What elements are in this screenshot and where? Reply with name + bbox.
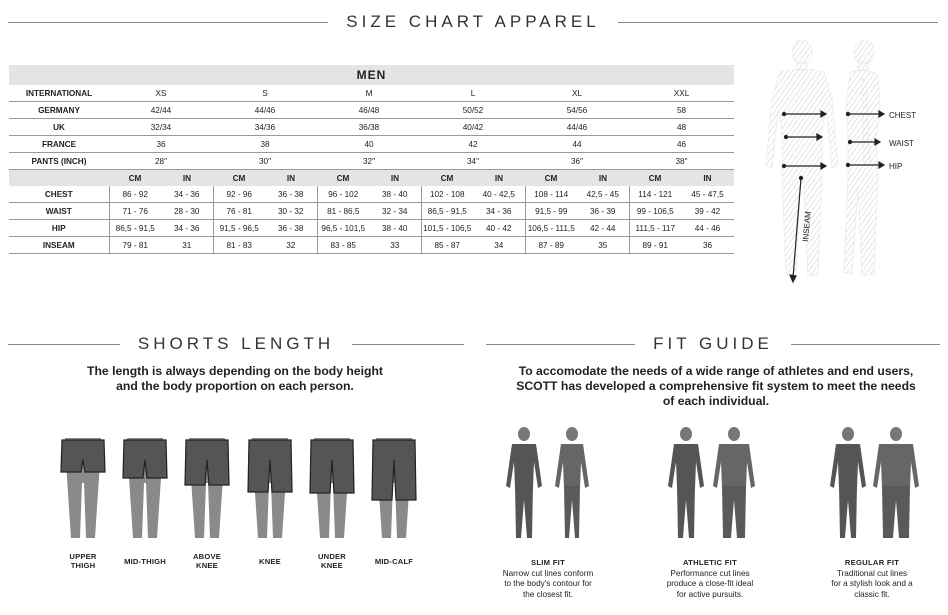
row-label: HIP xyxy=(9,220,109,237)
measure-cell: 34 - 36 xyxy=(161,220,213,237)
measure-cell: 34 - 36 xyxy=(473,203,525,220)
fit-figures-icon xyxy=(488,426,608,546)
measure-cell: 71 - 76 xyxy=(109,203,161,220)
fit-title: REGULAR FIT xyxy=(844,558,900,567)
size-cell: 30" xyxy=(213,153,317,170)
measure-cell: 36 - 39 xyxy=(577,203,629,220)
measure-cell: 86,5 - 91,5 xyxy=(421,203,473,220)
size-cell: 34/36 xyxy=(213,119,317,136)
row-label: FRANCE xyxy=(9,136,109,153)
size-cell: 40/42 xyxy=(421,119,525,136)
size-cell: 50/52 xyxy=(421,102,525,119)
measure-row xyxy=(9,237,734,254)
shorts-legs-icon xyxy=(364,438,424,538)
row-label: INTERNATIONAL xyxy=(9,85,109,102)
shorts-figure xyxy=(53,438,113,543)
title-rule-right xyxy=(352,344,464,345)
unit-label: CM xyxy=(213,170,265,187)
fit-desc-line: produce a close-fit ideal xyxy=(666,579,754,588)
row-label: GERMANY xyxy=(9,102,109,119)
size-cell: M xyxy=(317,85,421,102)
size-cell: 32/34 xyxy=(109,119,213,136)
fit-intro xyxy=(488,364,944,409)
fit-caption xyxy=(483,558,613,600)
measure-cell: 40 - 42 xyxy=(473,220,525,237)
measure-cell: 86,5 - 91,5 xyxy=(109,220,161,237)
measure-row xyxy=(9,203,734,220)
measure-cell: 91,5 - 99 xyxy=(525,203,577,220)
body-measurement-figure xyxy=(752,38,948,284)
fit-desc-line: Traditional cut lines xyxy=(836,568,908,578)
shorts-legs-icon xyxy=(302,438,362,538)
shorts-title: SHORTS LENGTH xyxy=(137,334,335,353)
shorts-title-row xyxy=(8,334,464,354)
size-cell: 44/46 xyxy=(213,102,317,119)
shorts-figure xyxy=(302,438,362,543)
measure-row xyxy=(9,220,734,237)
hip-label: HIP xyxy=(889,162,903,171)
size-cell: S xyxy=(213,85,317,102)
shorts-intro xyxy=(60,364,410,394)
fit-title-row xyxy=(486,334,940,354)
unit-label: CM xyxy=(525,170,577,187)
size-cell: 32" xyxy=(317,153,421,170)
fit-intro-line: To accomodate the needs of a wide range of athletes and end users, xyxy=(518,364,914,378)
size-cell: 40 xyxy=(317,136,421,153)
measure-cell: 33 xyxy=(369,237,421,254)
fit-title: FIT GUIDE xyxy=(653,334,773,353)
fit-desc-line: for active pursuits. xyxy=(676,589,744,599)
fit-figures-icon xyxy=(812,426,932,546)
measure-cell: 85 - 87 xyxy=(421,237,473,254)
measure-cell: 32 xyxy=(265,237,317,254)
measure-row xyxy=(9,186,734,203)
fit-intro-line: SCOTT has developed a comprehensive fit system to meet the needs xyxy=(516,379,916,393)
shorts-length-label: MID-THIGH xyxy=(124,557,166,566)
shorts-legs-icon xyxy=(115,438,175,538)
unit-label: IN xyxy=(369,170,421,187)
measure-cell: 44 - 46 xyxy=(681,220,734,237)
measure-cell: 42,5 - 45 xyxy=(577,186,629,203)
size-cell: XL xyxy=(525,85,629,102)
shorts-figure xyxy=(240,438,300,543)
title-rule-right xyxy=(791,344,940,345)
row-label: PANTS (INCH) xyxy=(9,153,109,170)
measure-cell: 38 - 40 xyxy=(369,186,421,203)
size-row xyxy=(9,136,734,153)
measure-cell: 31 xyxy=(161,237,213,254)
shorts-length-label: KNEE xyxy=(259,557,281,566)
measure-cell: 40 - 42,5 xyxy=(473,186,525,203)
size-cell: 36 xyxy=(109,136,213,153)
size-table xyxy=(9,65,734,254)
shorts-legs-icon xyxy=(53,438,113,538)
measure-cell: 102 - 108 xyxy=(421,186,473,203)
shorts-intro-line: The length is always depending on the body height xyxy=(87,364,383,378)
title-rule-right xyxy=(618,22,938,23)
shorts-intro-line: and the body proportion on each person. xyxy=(116,379,354,393)
row-label: UK xyxy=(9,119,109,136)
shorts-figure xyxy=(177,438,237,543)
measure-cell: 91,5 - 96,5 xyxy=(213,220,265,237)
size-cell: 38" xyxy=(629,153,734,170)
title-rule-left xyxy=(8,22,328,23)
size-cell: 34" xyxy=(421,153,525,170)
size-row xyxy=(9,119,734,136)
size-cell: 44 xyxy=(525,136,629,153)
unit-spacer xyxy=(9,170,109,187)
men-heading: MEN xyxy=(9,65,734,85)
size-cell: 46 xyxy=(629,136,734,153)
shorts-legs-icon xyxy=(240,438,300,538)
unit-label: CM xyxy=(109,170,161,187)
side-silhouette xyxy=(844,40,880,276)
size-chart-title: SIZE CHART APPAREL xyxy=(346,12,600,31)
size-cell: 36" xyxy=(525,153,629,170)
size-cell: 54/56 xyxy=(525,102,629,119)
unit-label: CM xyxy=(421,170,473,187)
shorts-length-label: ABOVE KNEE xyxy=(192,552,221,570)
fit-figures xyxy=(812,426,932,551)
unit-label: CM xyxy=(317,170,369,187)
unit-label: IN xyxy=(681,170,734,187)
measure-cell: 36 - 38 xyxy=(265,220,317,237)
shorts-figure xyxy=(115,438,175,543)
measure-cell: 38 - 40 xyxy=(369,220,421,237)
measure-cell: 36 - 38 xyxy=(265,186,317,203)
measure-cell: 89 - 91 xyxy=(629,237,681,254)
fit-caption xyxy=(807,558,937,600)
row-label: INSEAM xyxy=(9,237,109,254)
size-cell: 58 xyxy=(629,102,734,119)
size-row xyxy=(9,85,734,102)
fit-figures xyxy=(650,426,770,551)
measure-cell: 30 - 32 xyxy=(265,203,317,220)
shorts-figure xyxy=(364,438,424,543)
measure-cell: 92 - 96 xyxy=(213,186,265,203)
size-cell: 38 xyxy=(213,136,317,153)
fit-title: ATHLETIC FIT xyxy=(682,558,738,567)
measure-cell: 86 - 92 xyxy=(109,186,161,203)
measure-cell: 108 - 114 xyxy=(525,186,577,203)
fit-desc-line: Narrow cut lines conform xyxy=(502,568,594,578)
fit-desc-line: for a stylish look and a xyxy=(831,579,913,588)
measure-cell: 81 - 83 xyxy=(213,237,265,254)
fit-desc-line: the closest fit. xyxy=(522,589,574,599)
title-rule-left xyxy=(486,344,635,345)
fit-desc-line: classic fit. xyxy=(854,589,890,599)
size-cell: L xyxy=(421,85,525,102)
size-cell: 28" xyxy=(109,153,213,170)
unit-label: IN xyxy=(161,170,213,187)
measure-cell: 76 - 81 xyxy=(213,203,265,220)
measure-cell: 45 - 47,5 xyxy=(681,186,734,203)
size-cell: 42/44 xyxy=(109,102,213,119)
fit-title: SLIM FIT xyxy=(530,558,566,567)
measure-cell: 106,5 - 111,5 xyxy=(525,220,577,237)
shorts-length-label: MID-CALF xyxy=(374,557,414,566)
measure-cell: 114 - 121 xyxy=(629,186,681,203)
measure-cell: 35 xyxy=(577,237,629,254)
measure-cell: 81 - 86,5 xyxy=(317,203,369,220)
measure-cell: 34 - 36 xyxy=(161,186,213,203)
measure-cell: 36 xyxy=(681,237,734,254)
size-row xyxy=(9,153,734,170)
measure-cell: 83 - 85 xyxy=(317,237,369,254)
size-cell: 46/48 xyxy=(317,102,421,119)
shorts-length-label: UPPER THIGH xyxy=(69,552,97,570)
measure-cell: 42 - 44 xyxy=(577,220,629,237)
size-cell: 48 xyxy=(629,119,734,136)
measure-cell: 111,5 - 117 xyxy=(629,220,681,237)
chest-label: CHEST xyxy=(889,111,917,120)
unit-label: IN xyxy=(473,170,525,187)
size-row xyxy=(9,102,734,119)
body-silhouettes xyxy=(752,38,948,284)
size-cell: 42 xyxy=(421,136,525,153)
measure-cell: 99 - 106,5 xyxy=(629,203,681,220)
measure-cell: 79 - 81 xyxy=(109,237,161,254)
measure-cell: 87 - 89 xyxy=(525,237,577,254)
fit-figures-icon xyxy=(650,426,770,546)
measure-cell: 96 - 102 xyxy=(317,186,369,203)
measure-cell: 101,5 - 106,5 xyxy=(421,220,473,237)
measure-cell: 34 xyxy=(473,237,525,254)
size-cell: XS xyxy=(109,85,213,102)
unit-label: CM xyxy=(629,170,681,187)
measure-cell: 32 - 34 xyxy=(369,203,421,220)
men-header-row xyxy=(9,65,734,85)
size-cell: 44/46 xyxy=(525,119,629,136)
fit-caption xyxy=(645,558,775,600)
fit-intro-line: of each individual. xyxy=(662,394,770,408)
fit-desc-line: to the body's contour for xyxy=(504,579,592,588)
row-label: WAIST xyxy=(9,203,109,220)
size-chart-title-row xyxy=(8,12,938,32)
shorts-legs-icon xyxy=(177,438,237,538)
fit-figures xyxy=(488,426,608,551)
unit-label: IN xyxy=(577,170,629,187)
unit-header-row xyxy=(9,170,734,187)
waist-label: WAIST xyxy=(889,139,915,148)
shorts-length-label: UNDER KNEE xyxy=(317,552,346,570)
inseam-label: INSEAM xyxy=(801,210,813,243)
unit-label: IN xyxy=(265,170,317,187)
row-label: CHEST xyxy=(9,186,109,203)
fit-desc-line: Performance cut lines xyxy=(670,568,750,578)
title-rule-left xyxy=(8,344,120,345)
measure-cell: 96,5 - 101,5 xyxy=(317,220,369,237)
measure-cell: 39 - 42 xyxy=(681,203,734,220)
size-cell: 36/38 xyxy=(317,119,421,136)
size-cell: XXL xyxy=(629,85,734,102)
measure-cell: 28 - 30 xyxy=(161,203,213,220)
